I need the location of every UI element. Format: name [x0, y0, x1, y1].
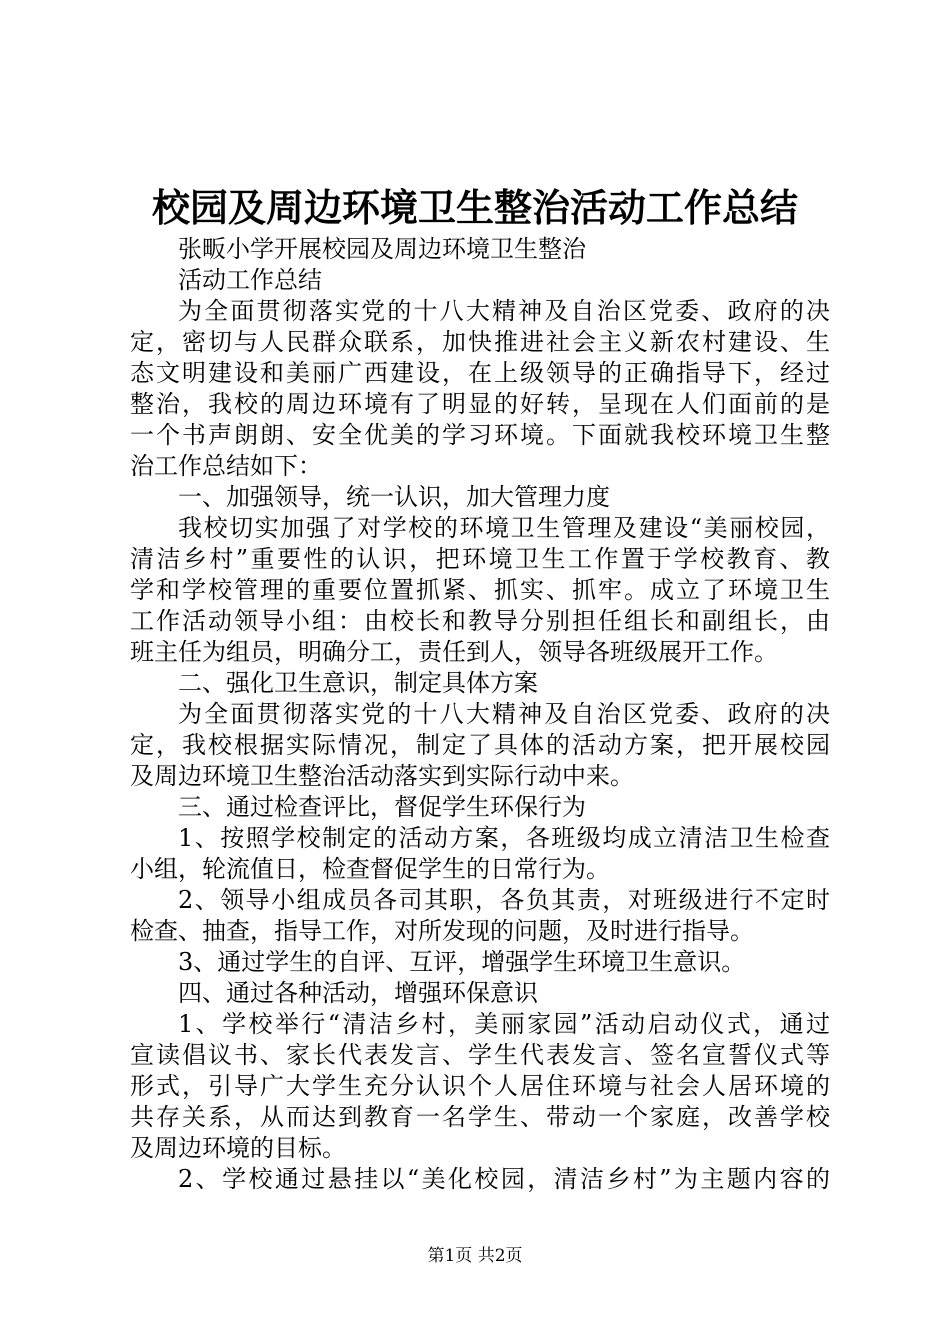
subtitle-line: 张畈小学开展校园及周边环境卫生整治: [178, 235, 586, 263]
paragraph-line: 2、学校通过悬挂以“美化校园，清洁乡村”为主题内容的: [178, 1165, 830, 1193]
paragraph-line: 态文明建设和美丽广西建设，在上级领导的正确指导下，经过: [130, 359, 830, 387]
paragraph-line: 定，我校根据实际情况，制定了具体的活动方案，把开展校园: [130, 731, 830, 759]
document-body: [130, 234, 830, 1195]
paragraph-line: 为全面贯彻落实党的十八大精神及自治区党委、政府的决: [178, 297, 830, 325]
paragraph-line: 1、按照学校制定的活动方案，各班级均成立清洁卫生检查: [178, 824, 830, 852]
section-heading: 二、强化卫生意识，制定具体方案: [178, 669, 538, 697]
section-heading: 四、通过各种活动，增强环保意识: [178, 979, 538, 1007]
paragraph-line: 及周边环境卫生整治活动落实到实际行动中来。: [130, 762, 634, 790]
paragraph-line: 小组，轮流值日，检查督促学生的日常行为。: [130, 855, 610, 883]
paragraph-line: 治工作总结如下：: [130, 452, 322, 480]
paragraph-line: 2、领导小组成员各司其职，各负其责，对班级进行不定时: [178, 886, 830, 914]
section-heading: 一、加强领导，统一认识，加大管理力度: [178, 483, 610, 511]
paragraph-line: 班主任为组员，明确分工，责任到人，领导各班级展开工作。: [130, 638, 778, 666]
paragraph-line: 清洁乡村”重要性的认识，把环境卫生工作置于学校教育、教: [130, 545, 830, 573]
page-number-footer: 第1页 共2页: [427, 1246, 523, 1266]
paragraph-line: 宣读倡议书、家长代表发言、学生代表发言、签名宣誓仪式等: [130, 1041, 830, 1069]
paragraph-line: 及周边环境的目标。: [130, 1134, 346, 1162]
paragraph-line: 工作活动领导小组：由校长和教导分别担任组长和副组长，由: [130, 607, 830, 635]
paragraph-line: 1、学校举行“清洁乡村，美丽家园”活动启动仪式，通过: [178, 1010, 830, 1038]
paragraph-line: 定，密切与人民群众联系，加快推进社会主义新农村建设、生: [130, 328, 830, 356]
section-heading: 三、通过检查评比，督促学生环保行为: [178, 793, 586, 821]
paragraph-line: 一个书声朗朗、安全优美的学习环境。下面就我校环境卫生整: [130, 421, 830, 449]
paragraph-line: 检查、抽查，指导工作，对所发现的问题，及时进行指导。: [130, 917, 754, 945]
paragraph-line: 共存关系，从而达到教育一名学生、带动一个家庭，改善学校: [130, 1103, 830, 1131]
paragraph-line: 形式，引导广大学生充分认识个人居住环境与社会人居环境的: [130, 1072, 830, 1100]
paragraph-line: 学和学校管理的重要位置抓紧、抓实、抓牢。成立了环境卫生: [130, 576, 830, 604]
paragraph-line: 为全面贯彻落实党的十八大精神及自治区党委、政府的决: [178, 700, 830, 728]
paragraph-line: 3、通过学生的自评、互评，增强学生环境卫生意识。: [178, 948, 746, 976]
document-title: 校园及周边环境卫生整治活动工作总结: [151, 185, 798, 230]
paragraph-line: 整治，我校的周边环境有了明显的好转，呈现在人们面前的是: [130, 390, 830, 418]
subtitle-line: 活动工作总结: [178, 266, 322, 294]
paragraph-line: 我校切实加强了对学校的环境卫生管理及建设“美丽校园，: [178, 514, 830, 542]
